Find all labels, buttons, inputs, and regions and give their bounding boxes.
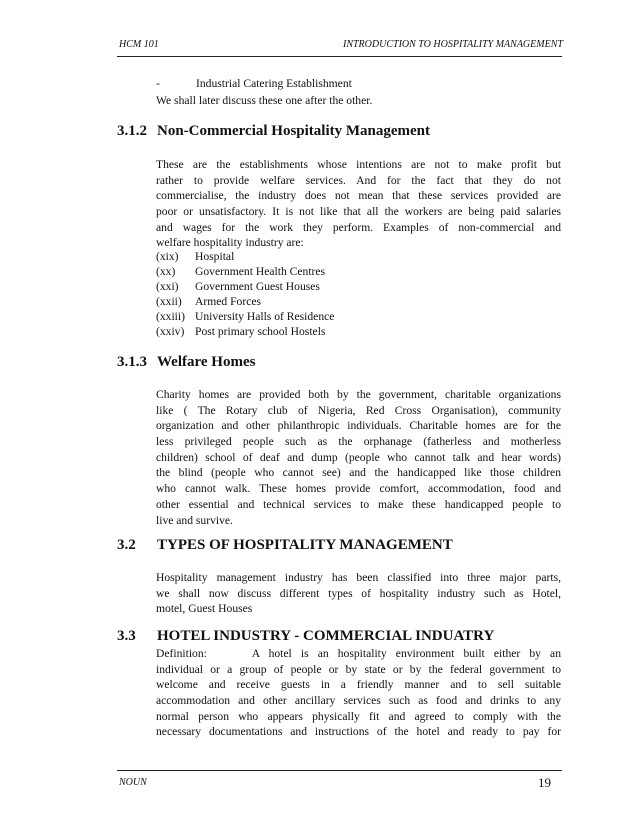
list-item xyxy=(156,279,320,294)
paragraph-line: Hospitality management industry has been classified into three major parts, xyxy=(156,571,561,584)
paragraph-line: poor or unsatisfactory. It is not like that all the workers are being paid salaries xyxy=(156,205,561,219)
paragraph-line: individual or a group of people or by state or by the federal government to xyxy=(156,662,561,676)
header-course-code: HCM 101 xyxy=(119,39,159,50)
list-item-text: Post primary school Hostels xyxy=(195,325,326,338)
section-3-3-paragraph xyxy=(156,646,561,740)
paragraph-line: organization and other philanthropic individuals. Charitable homes are for the xyxy=(156,419,561,433)
list-item-number: (xix) xyxy=(156,250,179,263)
list-item-industrial-catering: Industrial Catering Establishment xyxy=(196,77,352,90)
paragraph-line: normal person who appears physically fit and agreed to comply with the xyxy=(156,709,561,723)
page-number: 19 xyxy=(538,775,551,790)
list-item-number: (xxiv) xyxy=(156,325,185,338)
list-item-text: Government Guest Houses xyxy=(195,280,320,293)
paragraph-line: rather to provide welfare services. And for the fact that they do not xyxy=(156,173,561,187)
paragraph-line: other essential and technical services to make these handicapped people to xyxy=(156,497,561,511)
list-item xyxy=(156,309,334,324)
paragraph-line: the blind (people who cannot see) and the handicapped like those children xyxy=(156,466,561,480)
paragraph-line: who cannot walk. These homes provide comfort, accommodation, food and xyxy=(156,482,561,496)
paragraph-line: like ( The Rotary club of Nigeria, Red Cross Organisation), community xyxy=(156,403,561,417)
paragraph-line: motel, Guest Houses xyxy=(156,602,253,616)
section-3-1-2-number: 3.1.2 xyxy=(117,123,147,139)
list-item-text: Government Health Centres xyxy=(195,265,326,278)
paragraph-line: welfare hospitality industry are: xyxy=(156,236,304,250)
list-item xyxy=(156,249,234,264)
paragraph-line: children) school of deaf and dump (people who cannot talk and hear words) xyxy=(156,450,561,464)
section-3-1-2-title: Non-Commercial Hospitality Management xyxy=(157,123,431,139)
section-3-3-title: HOTEL INDUSTRY - COMMERCIAL INDUATRY xyxy=(157,628,495,644)
section-3-1-3-title: Welfare Homes xyxy=(157,354,256,370)
paragraph-line: commercialise, the industry does not mean that these services provided are xyxy=(156,189,561,203)
paragraph-line: These are the establishments whose intentions are not to make profit but xyxy=(156,158,561,171)
list-item-text: Hospital xyxy=(195,250,235,263)
paragraph-line: necessary documentations and instructions of the hotel and ready to pay for xyxy=(156,725,561,739)
header-course-title: INTRODUCTION TO HOSPITALITY MANAGEMENT xyxy=(343,39,563,50)
paragraph-line: welcome and receive guests in a friendly manner and to sell suitable xyxy=(156,678,561,692)
list-item-number: (xxii) xyxy=(156,295,182,308)
paragraph-line: Definition: A hotel is an hospitality environment built either by an xyxy=(156,647,561,660)
paragraph-line: live and survive. xyxy=(156,513,233,527)
section-3-1-3-number: 3.1.3 xyxy=(117,354,147,370)
list-dash: - xyxy=(156,77,160,90)
paragraph-line: Charity homes are provided both by the government, charitable organizations xyxy=(156,388,561,401)
list-item-number: (xxi) xyxy=(156,280,179,293)
section-3-2-paragraph xyxy=(156,570,561,617)
paragraph-line: accommodation and other ancillary services such as food and drinks to any xyxy=(156,694,561,708)
list-item-number: (xxiii) xyxy=(156,310,185,323)
list-item-number: (xx) xyxy=(156,265,176,278)
header-rule xyxy=(117,56,562,57)
paragraph-line: less privileged people such as the orphanage (fatherless and motherless xyxy=(156,435,561,449)
section-3-1-3-paragraph xyxy=(156,387,561,528)
list-item-text: University Halls of Residence xyxy=(195,310,335,323)
list-item xyxy=(156,294,261,309)
list-item xyxy=(156,324,325,339)
section-3-2-title: TYPES OF HOSPITALITY MANAGEMENT xyxy=(157,537,453,553)
section-3-1-2-paragraph xyxy=(156,157,561,251)
list-item-text: Armed Forces xyxy=(195,295,262,308)
footer-rule xyxy=(117,770,562,771)
paragraph-line: we shall now discuss different types of hospitality industry such as Hotel, xyxy=(156,586,561,600)
paragraph-line: and wages for the work they perform. Examples of non-commercial and xyxy=(156,220,561,234)
section-3-2-number: 3.2 xyxy=(117,537,136,553)
list-item xyxy=(156,264,325,279)
section-3-3-number: 3.3 xyxy=(117,628,136,644)
footer-institution: NOUN xyxy=(119,777,147,788)
intro-line: We shall later discuss these one after the other. xyxy=(156,94,373,107)
